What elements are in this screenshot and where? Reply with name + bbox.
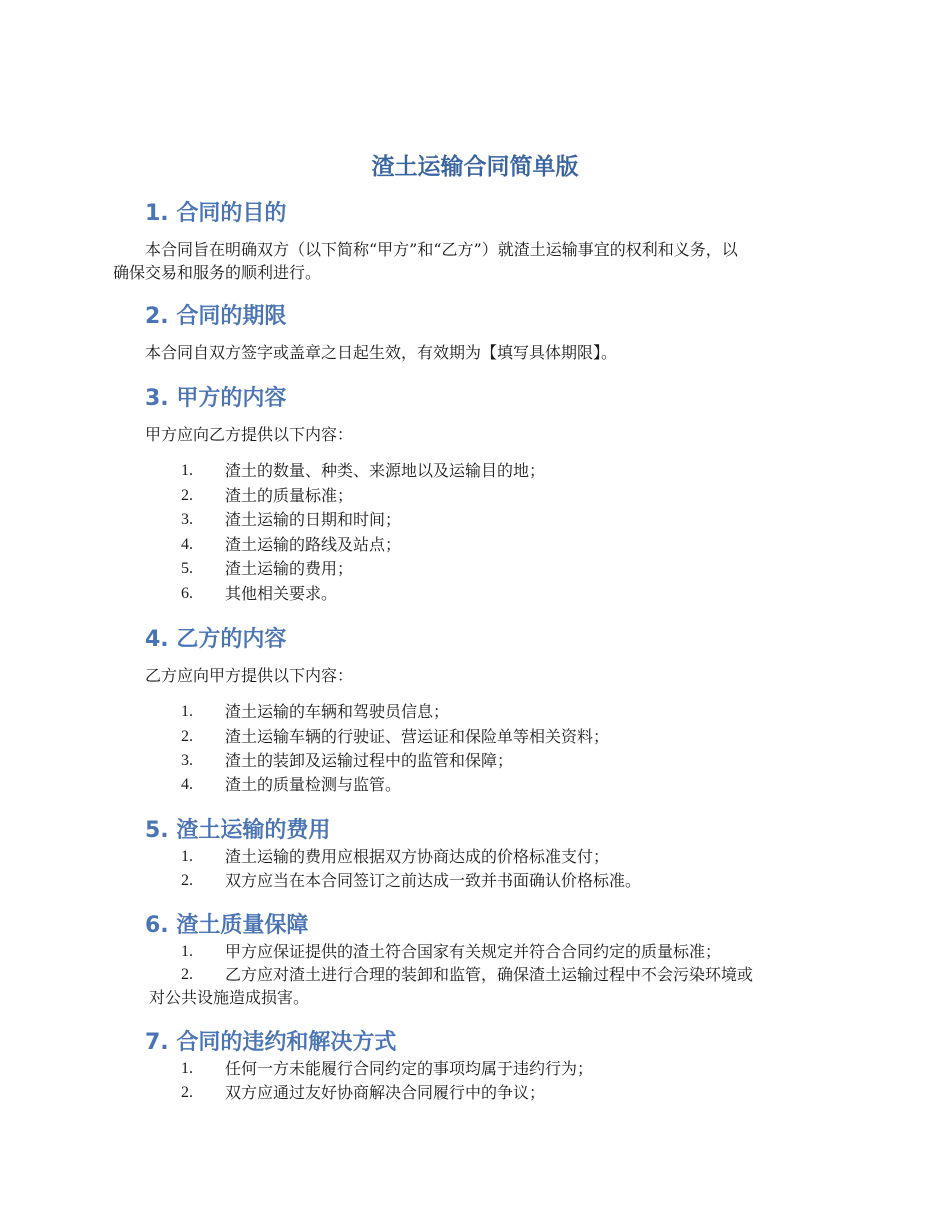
- section-intro-party-b: 乙方应向甲方提供以下内容：: [145, 666, 354, 685]
- list-number: 6.: [181, 585, 193, 602]
- list-text: 双方应通过友好协商解决合同履行中的争议；: [225, 1083, 546, 1102]
- list-text: 渣土的质量标准；: [225, 486, 354, 505]
- section-heading-party-a: 3. 甲方的内容: [145, 386, 287, 411]
- list-number: 4.: [181, 536, 193, 553]
- list-text: 渣土运输的车辆和驾驶员信息；: [225, 702, 450, 721]
- list-number: 1.: [181, 848, 193, 865]
- list-number: 3.: [181, 511, 193, 528]
- list-number: 1.: [181, 462, 193, 479]
- list-text: 渣土的质量检测与监管。: [225, 775, 402, 794]
- section-heading-breach: 7. 合同的违约和解决方式: [145, 1030, 397, 1055]
- section-intro-party-a: 甲方应向乙方提供以下内容：: [145, 425, 354, 444]
- list-number: 2.: [181, 487, 193, 504]
- section-paragraph-term: 本合同自双方签字或盖章之日起生效，有效期为【填写具体期限】。: [145, 343, 618, 362]
- document-title: 渣土运输合同简单版: [371, 154, 579, 180]
- list-number: 5.: [181, 560, 193, 577]
- paragraph-line: 确保交易和服务的顺利进行。: [113, 263, 322, 282]
- list-number: 3.: [181, 752, 193, 769]
- list-text: 渣土运输的费用应根据双方协商达成的价格标准支付；: [225, 847, 610, 866]
- list-number: 2.: [181, 728, 193, 745]
- list-number: 2.: [181, 1084, 193, 1101]
- list-text: 渣土运输车辆的行驶证、营运证和保险单等相关资料；: [225, 727, 610, 746]
- list-number: 1.: [181, 943, 193, 960]
- list-text: 甲方应保证提供的渣土符合国家有关规定并符合合同约定的质量标准；: [225, 942, 722, 961]
- list-text: 渣土的装卸及运输过程中的监管和保障；: [225, 751, 514, 770]
- list-number: 1.: [181, 1060, 193, 1077]
- list-text: 渣土的数量、种类、来源地以及运输目的地；: [225, 461, 546, 480]
- list-text: 双方应当在本合同签订之前达成一致并书面确认价格标准。: [225, 871, 642, 890]
- list-text-continuation: 对公共设施造成损害。: [149, 988, 310, 1007]
- section-heading-party-b: 4. 乙方的内容: [145, 627, 287, 652]
- section-heading-term: 2. 合同的期限: [145, 304, 287, 329]
- list-text: 渣土运输的费用；: [225, 559, 354, 578]
- list-text: 乙方应对渣土进行合理的装卸和监管，确保渣土运输过程中不会污染环境或: [225, 965, 754, 984]
- list-text: 其他相关要求。: [225, 584, 338, 603]
- section-paragraph-purpose: [113, 238, 833, 284]
- list-item: [145, 963, 845, 1009]
- section-heading-purpose: 1. 合同的目的: [145, 201, 287, 226]
- list-number: 2.: [181, 872, 193, 889]
- list-number: 4.: [181, 776, 193, 793]
- list-text: 渣土运输的路线及站点；: [225, 535, 402, 554]
- list-text: 任何一方未能履行合同约定的事项均属于违约行为；: [225, 1059, 594, 1078]
- list-number: 2.: [181, 966, 193, 983]
- section-heading-quality: 6. 渣土质量保障: [145, 913, 309, 938]
- list-number: 1.: [181, 703, 193, 720]
- paragraph-line: 本合同旨在明确双方（以下简称“甲方”和“乙方”）就渣土运输事宜的权利和义务，以: [145, 240, 738, 259]
- list-text: 渣土运输的日期和时间；: [225, 510, 402, 529]
- section-heading-fees: 5. 渣土运输的费用: [145, 818, 331, 843]
